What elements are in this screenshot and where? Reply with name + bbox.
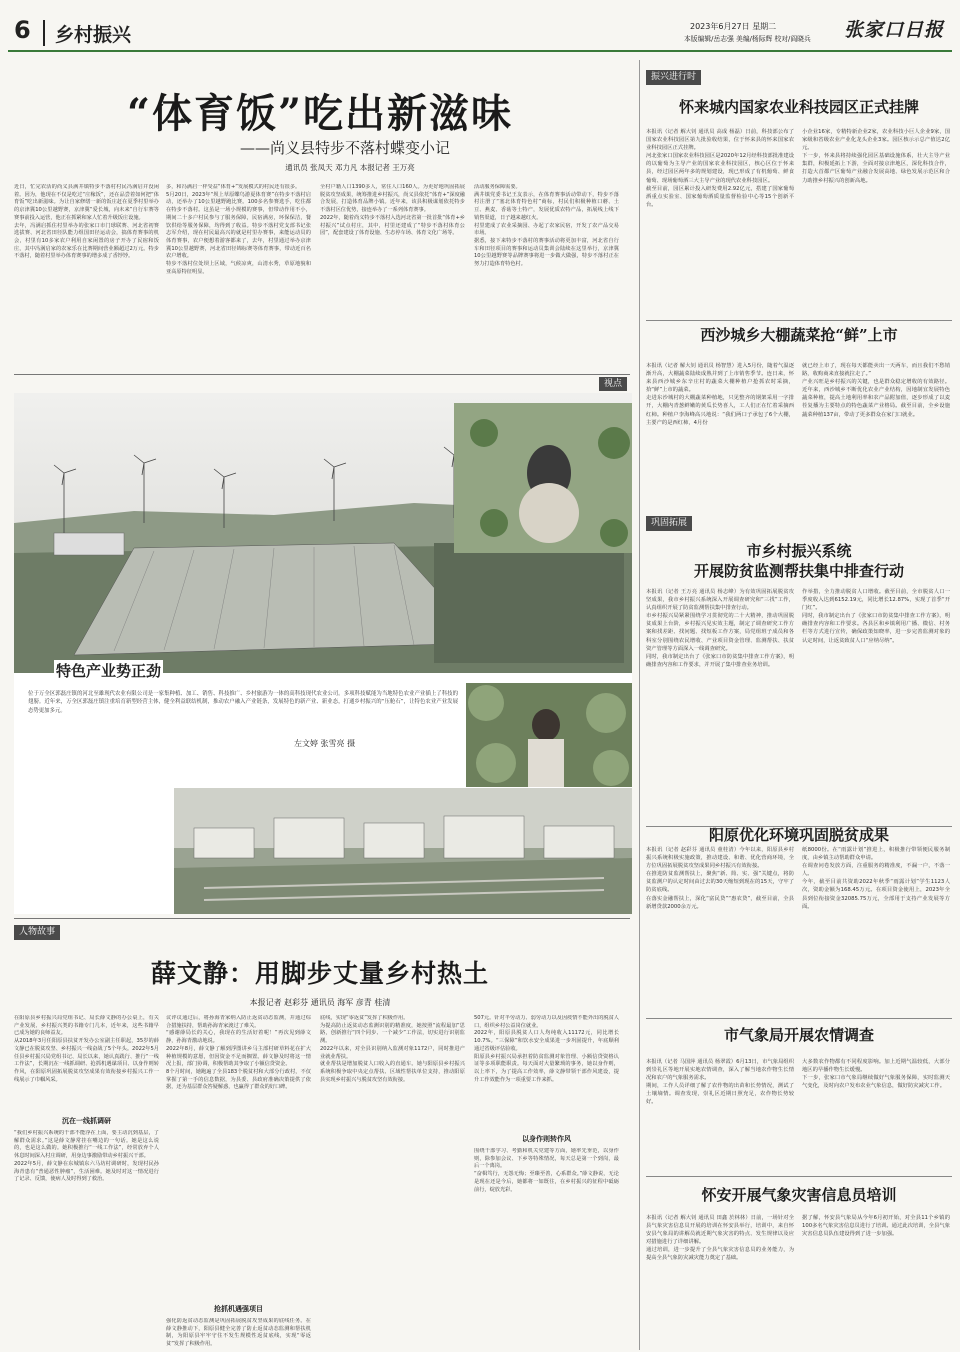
people-col-1: 在阳原县乡村振兴局党组书记、局长薛文静的办公桌上，有关产业发展、乡村振兴类的书籍专门几本，近年来，这些书籍早已成为她的良师益友。 从2018年3月任阳原县扶贫开发办公室副主任职起，35岁的薛文静已在脱贫攻坚、乡村振兴一线奋战了5个年头。2022年5月任县乡村振兴局党组书记、局长以来，她认真践行、推行“一线工作法”，长期沉在一线抓调研、抢抓机遇谋项目、以身作则转作风，在阳原巩固拓展脱贫攻坚成果有效衔接乡村振兴工作一线展示了巾帼风采。 [14, 1015, 159, 1083]
section-title: 乡村振兴 [55, 24, 132, 46]
photo-caption: 位于万全区郭磊庄镇的河北至雄现代农业有限公司是一家集种植、加工、销售、科技推广、乡村旅游为一体的高科技现代农业公司。多项科技赋能为当地特色农业产业插上了科技的翅膀。近年来，万全区郭磊庄镇注重培育新型经营主体，健全利益联结机制，推动农户融入产业链条，发展特色的新产业、新业态，打通乡村振兴的“压舱石”，让特色农业产业发展态势更加多元。 [28, 691, 458, 714]
news-3-headline: 市乡村振兴系统 [746, 542, 852, 560]
people-col-3: 底线，实现“零返贫”发挥了积极作用。 为提高防止返贫动态监测识别的精准度，她按照“流程最加”思路，创新推行“四个同步、一个减少”工作法，切实进行识别监测。 2022年以来，对全县识别纳入监测对象1172户，同时推进产业就业帮扶。 就业帮扶是增加脱贫人口收入的直通车。她与阳原县乡村振兴系统积极争取中央定点帮扶、区域性帮扶单位支持，推动阳原县实现乡村振兴与脱贫攻坚有效衔接。 [320, 1015, 465, 1083]
lead-col-2: 多，和冯满启一样受益“体育+”发展模式的村民还有很多。 5月20日，2023年“坝上草原蝶鸟游夏体育赛”在特步不落村启动，还举办了10公里越野跑比赛。100多名参赛选手，吃住都在特步不落村。这虽是一场小规模的赛事，但带动作用不小，期间二十多户村民参与了服务保障，民宿满房，环保保洁，餐饮供给等服务保障，均得到了收益。特步不落村党支部书记张志军介绍，现在村民最高兴的就是村里办赛事，来能运动员的体育赛事，农户便想着游客都来了，去年，村里通过举办京津冀10公里越野赛，河北省田径锦标赛等体育赛事，带动近百名农户增收。 特步不落村位处坝上区域，气候凉爽，山清水秀，草原地貌和亚高原特征明显。 [166, 184, 311, 275]
news-6-headline: 怀安开展气象灾害信息员培训 [701, 1186, 897, 1204]
right-news-column [646, 66, 952, 1352]
people-headline: 薛文静：用脚步丈量乡村热土 [150, 959, 489, 988]
people-byline: 本报记者 赵彩芬 通讯员 海军 彦青 桂清 [249, 998, 391, 1007]
page-number: 6 [14, 16, 31, 44]
greenhouse-village-photo [174, 788, 632, 914]
photo-title: 特色产业势正劲 [56, 662, 162, 680]
people-col-1b: “我们乡村振兴系统的干部不能浮在上面，要主动沉到基层，了解群众需求。”这是薛文静常挂在嘴边的一句话。她是这么说的，也是这么做的。她积极推行“一线工作法”，经常放弃个人休息时间深入村庄调研，用身边事激励带动乡村振兴干部。 2022年5月，薛文静在东城镇东六马坊村调研时，发现村民孙海青患有“普通恶性肿瘤”，生活困难。她及时对这一情况进行了记录、反馈，使病人及时得到了救治。 [14, 1130, 159, 1183]
news-4-col-1: 本报讯（记者 赵彩芬 通讯员 童桂清）今年以来，阳原县乡村振兴系统积极实施政策，推动建设、和谐、优化营商环境，全方位巩固拓展脱贫攻坚成果同乡村振兴有效衔接。 在推进防贫监测帮扶上，聚焦“新、简、实、强”关键点，将防贫监测户的认定时间由过去的30天缩短到现在的15天，守牢了防贫底线。 在落实金融帮扶上，深化“富民贷”“惠农贷”，截至目前，全县新增贷款2000余万元。 [646, 847, 794, 910]
issue-weekday: 星期二 [752, 22, 777, 31]
photo-credit: 左文婷 张雪亮 摄 [294, 739, 356, 748]
news-5-col-2: 大多数农作物都有不同程度影响。加上近期气温较低，大部分地区的早播作物生长缓慢。 下一步，张家口市气象局继续做好气象服务保障，实时监测天气变化，及时向农户发布农业气象信息，做好防灾减灾工作。 [802, 1059, 950, 1090]
news-4-headline: 阳原优化环境巩固脱贫成果 [708, 826, 889, 844]
news-6-col-1: 本报讯（记者 解大钊 通讯员 田鑫 於林林）日前，一场针对全县气象灾害信息员开展的培训在怀安县举行，培训中，来自怀安县气象局的讲解员就近期气象灾害的特点、发生规律以及应对措施进行了详细讲解。 通过培训，进一步提升了全县气象灾害信息员的业务能力，为提高全县气象防灾减灾能力奠定了基础。 [646, 1215, 794, 1262]
farm-aerial-photo [14, 393, 632, 673]
people-tag: 人物故事 [14, 925, 60, 940]
people-subhead-2: 抢抓机遇强项目 [214, 1305, 263, 1313]
lead-headline: “体育饭”吃出新滋味 [126, 90, 513, 137]
issue-date: 2023年6月27日 [690, 22, 750, 31]
news-2-col-1: 本报讯（记者 解大钊 通讯员 杨智慧）进入5月份，随着气温逐渐升高，大棚蔬菜陆续成熟并到了上市销售季节。连日来，怀来县西沙城乡东辛庄村的蔬菜大棚种植户抢抓农时采摘，拾“鲜”上市的蔬菜。 走进东沙城村的大棚蔬菜种植地，只见整齐的钢架采用一字排开，大棚内青葱鲜嫩的黄瓜长势喜人，工人们正在忙着采摘西红柿。种植户李海峰高兴地说：“我们两口子承包了6个大棚，主要产的是西红柿，4月份 [646, 363, 794, 426]
lead-col-1: 近日，忙完农活的尚义县满井镇特步不落村村民冯满启并没闲着。因为，他现在不仅是吃过“庄稼饭”，还在品尝着如何把“体育饭”吃出新滋味。为让自家修缮一新的饭庄赶在夏季村里举办的京津冀10公里越野赛，京津冀“爱长城，向未来”自行车赛等赛事前投入运营，他正在抓紧和家人忙着升级饭庄设施。 去年，冯满启抓住村里举办的张家口市门球联赛、河北省初赛选拔赛、河北省田径队能力组国田径运动会，搞体育赛事的机会，村里有10多家农户利用自家闲置的房子开办了民宿和饭庄，其中冯满启家的农家乐在比赛期间营业额超过2万元。特步不落村，随着村里举办体育赛事的增多成了香饽饽。 [14, 184, 159, 260]
masthead-divider [43, 20, 45, 46]
editors-credit: 本版编辑/岳志强 美编/杨际辉 校对/阎晓兵 [684, 35, 811, 43]
people-subhead-3: 以身作则转作风 [522, 1135, 571, 1143]
news-tag-1: 振兴进行时 [646, 70, 701, 85]
people-col-4b: 围绕干部学习、考勤和机关党建等方面，她率先垂范，以身作则，除参加会议、下乡等特殊情况，每天总是第一个到岗，最后一个离岗。 “奋楫笃行，无怨无悔；至臻至善，心系群众。”薛文静说，无论是现在还是今后，她都将一如既往，在乡村振兴的征程中砥砺前行，绽放光彩。 [474, 1148, 619, 1193]
photo-feature [14, 378, 632, 914]
lead-col-3: 全村户籍人口1390多人，常住人口160人。为更好地巩固拓展脱贫攻坚成果，统筹推进乡村振兴，尚义县依托“体育+”深度融合发展，打造体育品牌小镇。近年来，该县积极谋划依托特步不落村区位优势，接连举办了一系列体育赛事。 2022年，随着尚义特步不落村入选河北省第一批首批“体育+乡村振兴”试点村庄，其中，村里还建成了“特步不落村体育公园”，配套建设了体育设施、生态停车场、体育文化广场等。 [320, 184, 465, 237]
news-2-headline: 西沙城乡大棚蔬菜抢“鲜”上市 [700, 326, 898, 344]
lead-col-4: 活动服务保障需要。 满井镇党委书记王友表示，在体育赛事活动带动下，特步不落村注册了“塞北体育特色村”商标，村民们积极种植口蘑、土豆、燕麦、香菇等土特产，发展优质农特产品，拓展线上线下销售渠道，日子越来越红火。 村里建成了农业采摘园、办起了农家民宿，开发了农产品交易市场。 据悉，接下来特步不落村的赛事活动将更加丰富，河北省自行车和田径项目的赛事和运动员集训会陆续在这里举行，京津冀10公里越野赛等品牌赛事将进一步做大做强，特步不落村正在努力打造体育特色村。 [474, 184, 619, 268]
lead-byline: 通讯员 张凤天 邓力凡 本报记者 王万亮 [285, 163, 415, 172]
photo-tag: 视点 [599, 377, 627, 391]
masthead [0, 0, 960, 58]
news-6-col-2: 据了解，怀安县气象局从今年6月初开始，对全县11个乡镇的100多名气象灾害信息员进行了培训。通过此次培训，全县气象灾害信息员队伍建设得到了进一步加强。 [802, 1215, 950, 1238]
people-col-2: 议评议通过后，将孙海青家纳入防止返贫动态监测，并通过综合措施扶持，帮助孙海青家渡过了难关。 “感谢薛局长的关心，我现在的生活好着呢！”再次见到薛文静，孙海青激动地说。 2022年8月，薛文静了解到浮图讲乡马主部村研草料花在扩大种植规模的意愿，但因资金不足而搁置。薛文静及时将这一情况上报，部门协调，积极帮助其争取了小额信贷资金。 8个月时间，她跑遍了全县183个脱贫村和大部分行政村，不仅掌握了第一手的信息数据，为县委、县政府准确决策提供了依据，还为基层群众答疑解惑，也赢得了群众的好口碑。 [166, 1015, 311, 1091]
news-1-headline: 怀来城内国家农业科技园区正式挂牌 [678, 98, 919, 116]
news-5-col-1: 本报讯（记者 马国萍 通讯员 杨翠霞）6月13日，市气象局组织到崇礼区等地开展实地农情调查，深入了解当地农作物生长情况和农户的气象服务需求。 期间，工作人员详细了解了农作物的出苗和长势情况，测试了土壤墒情。调查发现，崇礼区近期日照充足，农作物长势较好。 [646, 1059, 794, 1106]
news-3-headline-line2: 开展防贫监测帮扶集中排查行动 [693, 562, 904, 580]
greenhouse-worker-photo [466, 683, 632, 787]
newspaper-logo: 张家口日报 [844, 19, 945, 41]
news-2-col-2: 就已经上市了，现在每天都能卖出一天两车，而且我们不愁销路，收购商来直接就拉走了。” 产业兴旺是乡村振兴的关键，也是群众稳定增收的有效路径。近年来，西沙城乡不断优化农业产业结构，因地制宜发展特色蔬菜种植，提高土地利用率和农产品附加值，逐步形成了以麦茬复播为主要特点的特色蔬菜产业格局。截至目前，全乡设施蔬菜种植137亩，带动了更多群众在家门口就业。 [802, 363, 950, 418]
news-1-col-1: 本报讯（记者 解大钊 通讯员 高成 杨磊）日前，科技部公布了国家农业科技园区第九批验收结果，位于怀来县的怀来国家农业科技园区正式挂牌。 河北张家口国家农业科技园区是2020年12月经科技部批准建设的以葡萄为主导产业的国家农业科技园区，核心区位于怀来县，经过园区两年多的规划建设，现已形成了有机葡萄、鲜食葡萄、现场葡萄酒三大主导产业的现代农业科技园区。 截至目前，园区累计投入研发费用2.92亿元，搭建了国家葡萄酒重点实验室、国家葡萄酒质量监督检验中心等15个创新平台。 [646, 129, 794, 208]
news-5-headline: 市气象局开展农情调查 [723, 1026, 874, 1044]
news-1-col-2: 小企业16家，专精特新企业2家，农业科技小巨人企业9家，国家级和省级农业产业化龙头企业3家。园区核示示总产值达2亿元。 下一步，怀来县将持续强化园区基础设施体系，壮大主导产业集群，积极延拓上下游，全面对接京津地区，深化科技合作，打造大首都产区葡萄产业融合发展高地、绿色发展示范区和合力助推乡村振兴的创新高地。 [802, 129, 950, 184]
people-col-2b: 强化防返贫动态监测是巩固拓展脱贫攻坚成果的底线任务。在薛文静推动下，阳原县健全完善了防止返贫动态监测和帮扶机制，为阳原县牢牢守住不发生规模性返贫底线，实现“零返贫”发挥了积极作用。 [166, 1318, 311, 1348]
people-story [0, 918, 640, 1352]
news-4-col-2: 纸8000份。在“雨露计划”推进上，积极推行带领便民服务制度，由乡镇主动帮助群众申请。 在调查问卷发放方面，注重服务的精准度，不漏一户，不落一人。 今年，截至目前共资助2022年秋季“雨露计划”学生1123人次，资助金额为168.45万元。在项目资金使用上，2023年全县到位衔接资金32085.75万元，全部用于支持产业发展等方面。 [802, 847, 950, 910]
people-subhead-1: 沉在一线抓调研 [62, 1117, 111, 1125]
news-tag-3: 巩固拓展 [646, 516, 692, 531]
news-3-col-1: 本报讯（记者 王万亮 通讯员 杨志峰）为有效巩固拓展脱贫攻坚成果，我市乡村振兴系统深入开展调查研究和“三找”工作，认真组织开展了防贫监测帮扶集中排查行动。 市乡村振兴局紧紧围绕学习贯彻党的二十大精神，推动巩固脱贫成果上台阶，乡村振兴见实效主题，制定了调查研究工作方案和找差距、找问题、找短板工作方案，局党组班子成员和各科室分别围绕农民增收、产业项目资金管理、监测帮扶、扶贫资产管理等方面深入一线调查研究。 同时，我市制定出台了《张家口市防贫集中排查工作方案》，明确排查内容和工作要求，并开展了集中排查业务培训。 [646, 589, 794, 668]
news-3-col-2: 作举措，全力推动脱贫人口增收。截至目前，全市脱贫人口一季度收入达到6152.19元，同比增长12.87%，实现了首季“开门红”。 同时，我市制定出台了《张家口市防贫集中排查工作方案》，明确排查内容和工作要求。各县区和乡镇利用广播、微信、村务栏等方式进行宣传，确保政策知晓率，进一步完善监测对象的认定时间，让返贫致贫人口“应纳尽纳”。 [802, 589, 950, 644]
lead-subtitle: ——尚义县特步不落村蝶变小记 [240, 139, 451, 157]
lead-article [0, 58, 640, 373]
people-col-4: 507元。针对半劳动力、弱劳动力以及因疫情不能外出的脱贫人口，组织乡村公益岗位就业。 2022年，阳原县脱贫人口人均纯收入11172元，同比增长10.7%。“三保障”和饮水安全成果进一步巩固提升，年底顺利通过省级评估验收。 阳原县乡村振兴局承担着防贫监测对象管理、小额信贷资格认证等多项职能职责。每天面对大量繁琐的事务，她以身作则，以上率下，为了提高工作效率，薛文静带领干部作风建设，提升工作效能作为一项重要工作来抓。 [474, 1015, 619, 1083]
